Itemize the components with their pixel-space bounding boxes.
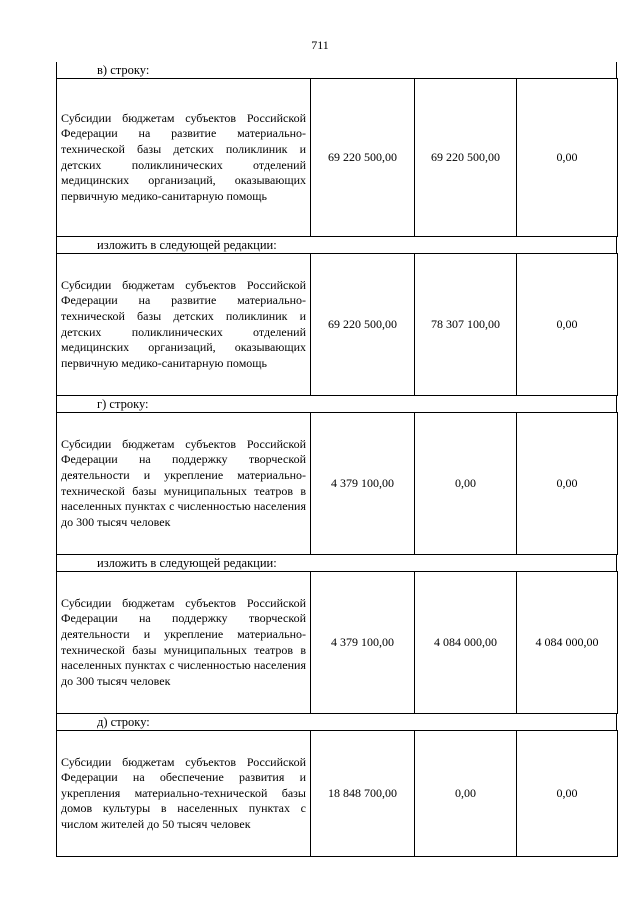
row-value-3: 0,00 — [517, 731, 618, 857]
instruction-line: г) строку: — [56, 396, 617, 412]
row-value-2: 0,00 — [415, 731, 517, 857]
row-description: Субсидии бюджетам субъектов Российской Федерации на обеспечение развития и укрепления материально-технической базы домов культуры в населенных пунктах с числом жителей до 50 тысяч человек — [57, 731, 311, 857]
instruction-line: изложить в следующей редакции: — [56, 237, 617, 253]
row-value-1: 4 379 100,00 — [311, 572, 415, 714]
row-value-3: 0,00 — [517, 413, 618, 555]
row-value-1: 69 220 500,00 — [311, 79, 415, 237]
page-number: 711 — [311, 38, 329, 52]
row-value-1: 4 379 100,00 — [311, 413, 415, 555]
row-description: Субсидии бюджетам субъектов Российской Федерации на поддержку творческой деятельности и укрепление материально-технической базы муниципальных театров в населенных пунктах с численностью населения до 300 тысяч человек — [57, 413, 311, 555]
instruction-line: изложить в следующей редакции: — [56, 555, 617, 571]
row-description: Субсидии бюджетам субъектов Российской Федерации на развитие материально-технической базы детских поликлиник и детских поликлинических отделений медицинских организаций, оказывающих первичную медико-санитарную помощь — [57, 79, 311, 237]
budget-row-table — [56, 730, 618, 857]
row-value-2: 0,00 — [415, 413, 517, 555]
instruction-line: в) строку: — [56, 62, 617, 78]
table-row — [57, 79, 618, 237]
budget-row-table — [56, 571, 618, 714]
budget-row-table — [56, 78, 618, 237]
row-value-3: 4 084 000,00 — [517, 572, 618, 714]
budget-row-table — [56, 253, 618, 396]
table-row — [57, 731, 618, 857]
row-value-1: 18 848 700,00 — [311, 731, 415, 857]
row-description: Субсидии бюджетам субъектов Российской Федерации на поддержку творческой деятельности и укрепление материально-технической базы муниципальных театров в населенных пунктах с численностью населения до 300 тысяч человек — [57, 572, 311, 714]
amendment-document — [56, 62, 617, 857]
table-row — [57, 413, 618, 555]
budget-row-table — [56, 412, 618, 555]
row-value-2: 78 307 100,00 — [415, 254, 517, 396]
row-value-1: 69 220 500,00 — [311, 254, 415, 396]
table-row — [57, 254, 618, 396]
table-row — [57, 572, 618, 714]
instruction-line: д) строку: — [56, 714, 617, 730]
row-value-2: 4 084 000,00 — [415, 572, 517, 714]
row-value-3: 0,00 — [517, 254, 618, 396]
row-value-2: 69 220 500,00 — [415, 79, 517, 237]
row-description: Субсидии бюджетам субъектов Российской Федерации на развитие материально-технической базы детских поликлиник и детских поликлинических отделений медицинских организаций, оказывающих первичную медико-санитарную помощь — [57, 254, 311, 396]
row-value-3: 0,00 — [517, 79, 618, 237]
